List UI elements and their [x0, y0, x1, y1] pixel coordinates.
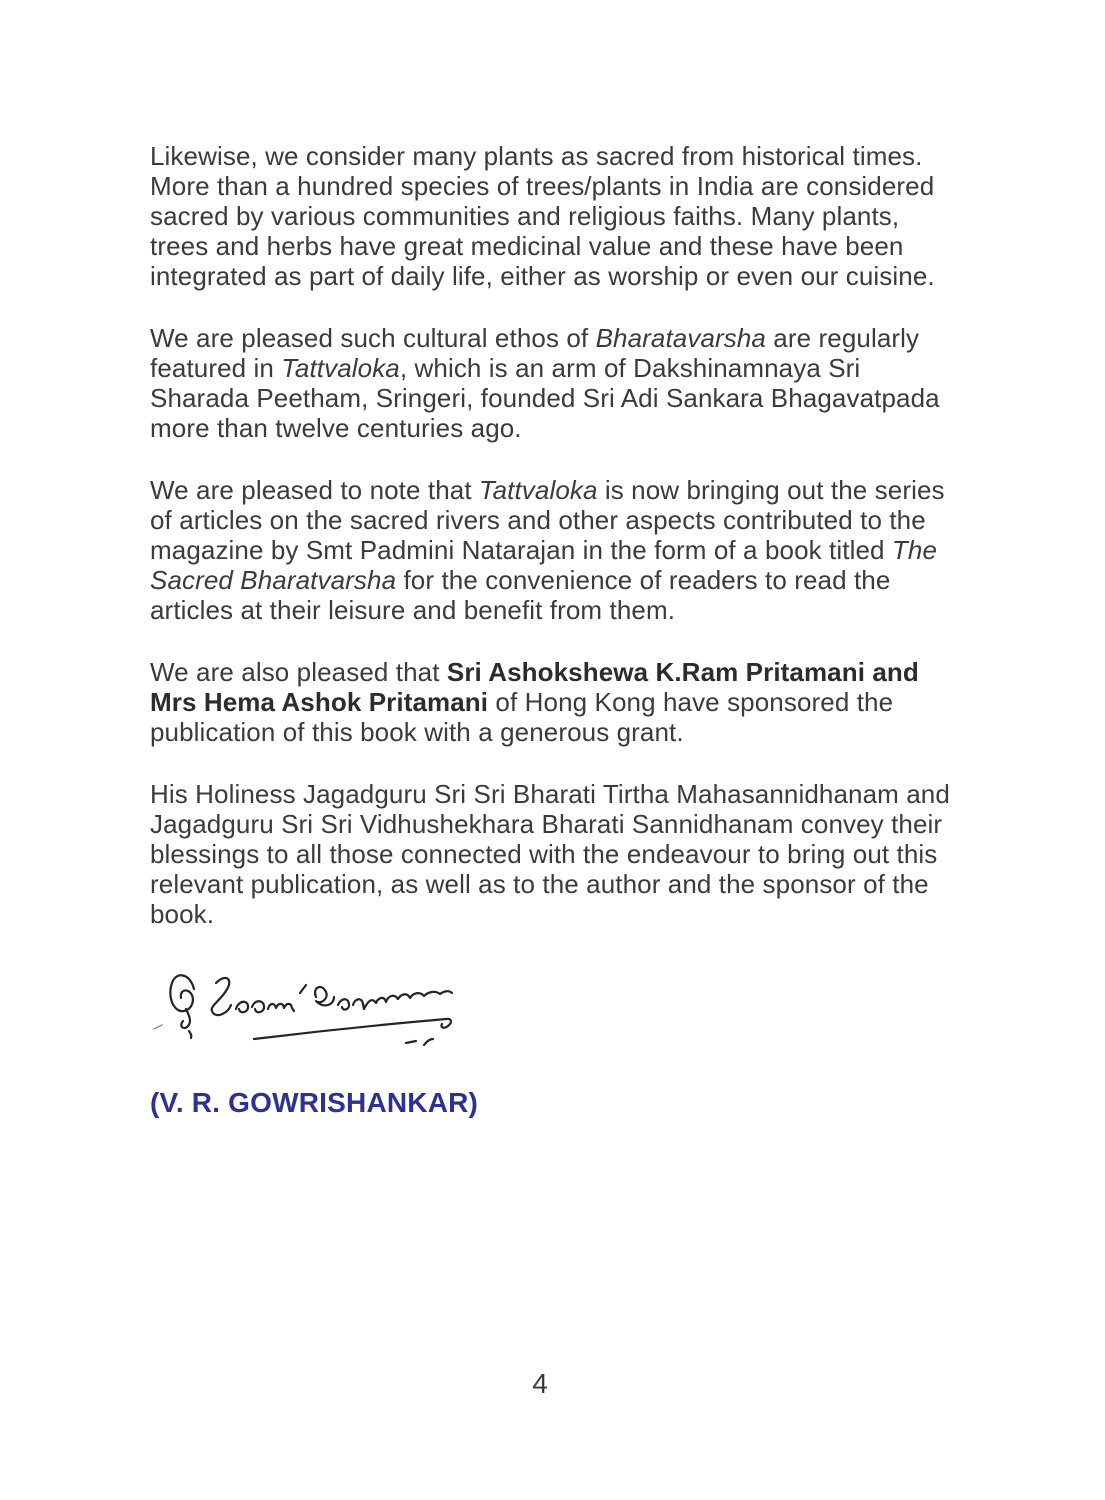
- page-content: [150, 141, 962, 1119]
- paragraph-1: Likewise, we consider many plants as sacred from historical times. More than a hundred species of trees/plants in India are considered sacred by various communities and religious faiths. Many plants, trees and herbs have great medicinal value and these have been integrated as part of daily life, either as worship or even our cuisine.: [150, 141, 935, 291]
- paragraph-4: We are also pleased that Sri Ashokshewa K.Ram Pritamani and Mrs Hema Ashok Pritamani of Hong Kong have sponsored the publication of this book with a generous grant.: [150, 657, 919, 747]
- signatory-name: (V. R. GOWRISHANKAR): [150, 1087, 479, 1118]
- page-number: 4: [532, 1368, 548, 1399]
- paragraph-3: We are pleased to note that Tattvaloka is now bringing out the series of articles on the sacred rivers and other aspects contributed to the magazine by Smt Padmini Natarajan in the form of a book titled The Sacred Bharatvarsha for the convenience of readers to read the articles at their leisure and benefit from them.: [150, 475, 945, 625]
- paragraph-5: His Holiness Jagadguru Sri Sri Bharati Tirtha Mahasannidhanam and Jagadguru Sri Sri Vidhushekhara Bharati Sannidhanam convey their blessings to all those connected with the endeavour to bring out this relevant publication, as well as to the author and the sponsor of the book.: [150, 779, 950, 929]
- signature-block: [150, 965, 962, 1065]
- paragraph-2: We are pleased such cultural ethos of Bharatavarsha are regularly featured in Tattvaloka, which is an arm of Dakshinamnaya Sri Sharada Peetham, Sringeri, founded Sri Adi Sankara Bhagavatpada more than twelve centuries ago.: [150, 323, 940, 443]
- handwritten-signature-icon: [150, 965, 480, 1060]
